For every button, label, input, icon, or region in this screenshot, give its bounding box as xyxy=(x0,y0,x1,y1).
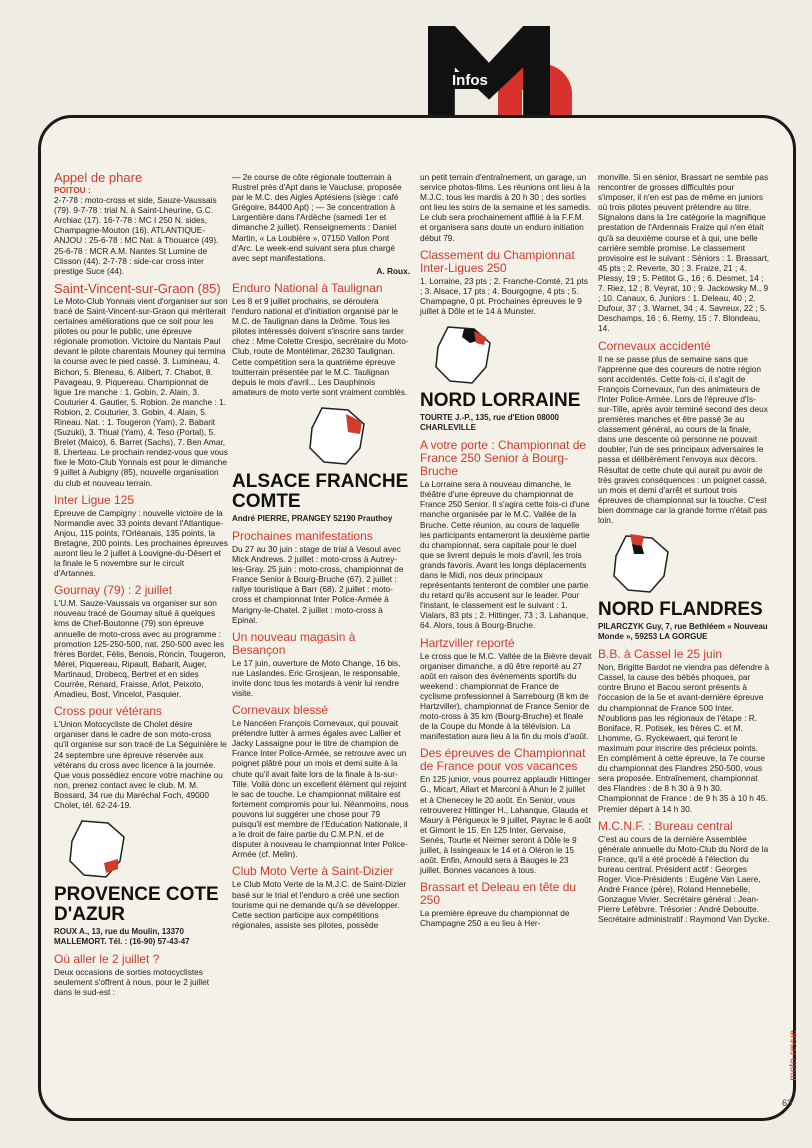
article-title: Où aller le 2 juillet ? xyxy=(54,952,160,967)
article-text: Le 17 juin, ouverture de Moto Change, 16 bis, rue Laslandes. Eric Grosjean, le responsable, invite donc tous les motards à venir lui rendre visite. xyxy=(232,657,401,698)
region-title: NORD LORRAINE xyxy=(420,390,581,412)
article-text: — 2e course de côte régionale toutterrain à Rustrel près d'Apt dans le Vaucluse, proposée par le M.C. des Aigles Aptésiens (siège : café Grégoire, 84400 Apt) ; — 3e concentration à Largentière dans l'Ardèche (samedi 1er et dimanche 2 juillet). Renseignements : Daniel Martin, « La Loubière », 07150 Vallon Pont d'Arc. Le week-end suivant sera plus chargé avec sept manifestations. xyxy=(232,172,402,263)
article-subtitle: POITOU : xyxy=(54,185,91,195)
article-text: Le Moto-Club Yonnais vient d'organiser sur son tracé de Saint-Vincent-sur-Graon qui mériterait certaines améliorations que ce soit pour les pilotes ou pour le public, une épreuve régionale promotion. Victoire du Nantais Paul devant le pilote charentais Mouney qui termina la course avec le pied cassé. 3. Lumineau, 4. Bichon, 5. Bleneau, 6. Alibert, 7. Chabot, 8. Pavageau, 9. Piquereau. Championnat de ligue 1re manche : 1. Gobin, 2. Alain, 3. Couturier 4. Gautier, 5. Robion. 2e manche : 1. Robion, 2. Couturier, 3. Gobin, 4. Alain, 5. Rineau. Nat. : 1. Tougeron (Yam), 2. Babarit (Suzuki), 3. Thual (Yam), 4. Teso (Portal), 5. Brelet (Maico), 6. Barret (Sachs), 7. Ben Amar, 8. Lherteau. Le prochain rendez-vous que vous fixe le Moto-Club Yonnais est pour le dimanche 9 juillet à Aubigny (85), nouvelle organisation du club et nouveau terrain. xyxy=(54,295,228,488)
article-text: En 125 junior, vous pourrez applaudir Hittinger G., Micart, Allart et Marconi à Ahun le 2 juillet et à Chenecey le 20 août. En Senior, vous retrouverez Hittinger H., Lahanque, Glauda et Maury à Périgueux le 9 juillet, Payrac le 6 août et Gimont le 15. En 125 Inter, Gervaise, Senés, Tourte et Neimer seront à Dôle le 9 juillet, à Issingeaux le 14 et à Oléron le 15 août. Enfin, Arnould sera à Bauges le 23 juillet. Bonnes vacances à tous. xyxy=(420,774,592,876)
france-map-provence xyxy=(62,817,132,881)
article-title: Classement du Championnat Inter-Ligues 250 xyxy=(420,247,575,275)
france-map-lorraine xyxy=(428,323,498,387)
article-text: 1. Lorraine, 23 pts ; 2. Franche-Comté, 21 pts ; 3. Alsace, 17 pts ; 4. Bourgogne, 4 pts ; 5. Champagne, 0 pt. Prochaines épreuves le 9 juillet à Dôle et le 14 à Munster. xyxy=(420,275,588,316)
page-number: 63 xyxy=(782,1098,793,1108)
article-text: C'est au cours de la dernière Assemblée générale annuelle du Moto-Club du Nord de la France, qu'il a été procédé à l'élection du bureau central. Président actif : Georges Roger. Vice-Présidents : Eugène Van Laere, André France (père), Roland Hennebelle, Gonzague Vivier. Secrétaire général : Jean-Pierre Lefèbvre. Trésorier : André Deboutte. Secrétaire administratif : Raymond Van Dycke. xyxy=(598,833,770,925)
article-title: Inter Ligue 125 xyxy=(54,492,135,507)
column-1 xyxy=(54,165,228,1000)
article-text: L'U.M. Sauze-Vaussais va organiser sur son nouveau tracé de Gournay situé à quelques kms de Chef-Boutonne (79) son épreuve annuelle de moto-cross avec au programme : promotion 125-250-500, nat. 250-500 avec les frères Bordet, Félis, Benois, Roncin, Tougeron, Mérel, Piquereau, Ripault, Babarit, Auger, Martinaud, Drobecq, Bertret et en sides Courrée, Renard, Fraisse, Arlot, Peixoto, Amadieu, Bost, Vincelot, Pasquier. xyxy=(54,598,226,700)
article-text: Le Nancéen François Cornevaux, qui pouvait prétendre lutter à armes égales avec Lallier et Jacky Lassaigne pour le titre de champion de France Inter Police-Armée, se retrouve avec un poignet plâtré pour un mois et demi suite à la chute qu'il avait faite lors de la finale à Is-sur-Tille. Voilà donc un excellent élément qui rejoint le sac de touche. Le championnat militaire est fortement compromis pour lui. Néanmoins, nous pouvons lui suggérer une chose pour 79 puisqu'il est membre de l'Education Nationale, il a le droit de faire partie du C.M.P.N. et de disputer à nouveau le championnat Inter Police-Armée (cf. Melin). xyxy=(232,718,409,860)
region-address: André PIERRE, PRANGEY 52190 Prauthoy xyxy=(232,513,393,523)
article-title: B.B. à Cassel le 25 juin xyxy=(598,647,723,662)
article-title: Appel de phare xyxy=(54,170,143,185)
region-address: PILARCZYK Guy, 7, rue Bethléem « Nouveau Monde », 59253 LA GORGUE xyxy=(598,622,768,642)
france-map-alsace xyxy=(302,404,372,468)
france-map-flandres xyxy=(606,532,676,596)
article-text: Non, Brigitte Bardot ne viendra pas défendre à Cassel, la cause des bébés phoques, par contre Bruno et Bacou seront présents à l'occasion de la 5e et avant-dernière épreuve du championnat de France 500 Inter. N'oublions pas les régionaux de l'étape : R. Boniface, R. Potisek, les frères C. et M. Lhomme, G. Ryckewaert, qui feront le maximum pour inscrire des précieux points. En complément à cette épreuve, la 7e course du championnat des Flandres 250-500, vous sera proposée. Entraînement, championnat des Flandres : de 8 h 30 à 9 h 30. Championnat de France : de 9 h 35 à 10 h 45. Premier départ à 14 h 30. xyxy=(598,662,770,814)
article-title: Hartzviller reporté xyxy=(420,635,515,650)
region-title: ALSACE FRANCHE COMTE xyxy=(232,470,409,512)
article-text: monville. Si en sénior, Brassart ne semble pas rencontrer de grosses difficultés pour s'imposer, il n'en est pas de même en juniors où trois pilotes peuvent prétendre au titre. Signalons dans la 1re catégorie la magnifique prestation de l'Ardennais Fraize qui n'en était qu'à sa deuxième course et à qui, une belle carrière semble promise. Le classement provisoire est le suivant : Séniors : 1. Brassart, 45 pts ; 2. Reverte, 30 ; 3. Fraize, 21 ; 4. Plessy, 19 ; 5. Petitot G., 16 ; 6. Desmet, 14 ; 7. Riez, 12 ; 8. Veyrat, 10 ; 9. Jackowsky M., 9 ; 10. Canaux, 6. Juniors : 1. Deleau, 40 ; 2. Dufour, 37 ; 3. Warnet, 34 ; 4. Savreux, 22 ; 5. Deschamps, 16 ; 6. Remy, 15 ; 7. Blondeau, 14. xyxy=(598,172,770,334)
article-text: 2-7-78 : moto-cross et side, Sauze-Vaussais (79). 9-7-78 : trial N. à Saint-Lheurine, G.C. Archiac (17). 16-7-78 : MC I 250 N. sides, Champagne-Mouton (16). ATLANTIQUE-ANJOU : 25-6-78 : MC Nat. à Thouarce (49). 25-6-78 : MCR A.M. Nantes St Lumine de Clisson (44). 2-7-78 : side-car cross inter prestige Suce (44). xyxy=(54,195,219,276)
article-title: Club Moto Verte à Saint-Dizier xyxy=(232,864,394,879)
magazine-name: moto-revue xyxy=(788,1030,799,1081)
article-text: La première épreuve du championnat de Champagne 250 a eu lieu à Her- xyxy=(420,908,570,929)
article-text: L'Union Motocycliste de Cholet désire organiser dans le cadre de son moto-cross qu'il organise sur son tracé de La Séguinière le 24 septembre une épreuve réservée aux vétérans du cross avec licence à la journée. Que vous possédiez encore votre machine ou non, prenez contact avec le club. M. M. Bossard, 34 rue du Maréchal Foch, 49000 Cholet, tél. 62-24-19. xyxy=(54,719,227,810)
article-title: Cornevaux accidenté xyxy=(598,338,711,353)
article-text: Du 27 au 30 juin : stage de trial à Vesoul avec Mick Andrews. 2 juillet : moto-cross à Autrey-les-Gray. 25 juin : moto-cross, championnat de France Senior à Bourg-Bruche (67). 2 juillet : rallye touristique à Barr (68). 2 juillet : moto-cross et championnat Inter Police-Armée à Marigny-le-Chatel. 2 juillet : moto-cross à Epinal. xyxy=(232,543,404,625)
article-text: un petit terrain d'entraînement, un garage, un service photos-films. Les réunions ont lieu à la M.J.C. tous les mardis à 20 h 30 ; des sorties ont lieu les soirs de la semaine et les samedis. Le club sera prochainement affilié à la F.F.M. et organisera sans doute un enduro initiation début 79. xyxy=(420,172,592,243)
region-address: ROUX A., 13, rue du Moulin, 13370 MALLEMORT. Tél. : (16-90) 57-43-47 xyxy=(54,927,190,947)
article-text: Il ne se passe plus de semaine sans que l'apprenne que des coureurs de notre région sont accidentés. Cette fois-ci, il s'agit de François Cornevaux, l'un des animateurs de l'Inter Police-Armée. Lors de l'épreuve d'Is-sur-Tille, après avoir terminé second des deux premières manches et être passé 3e au classement général, au cours de la finale, dans une descente où personne ne pouvait doubler, l'un de ses principaux adversaires le passa et délibérément l'envoya aux décors. Résultat de cette chute qui aurait pu avoir de très graves conséquences : un poignet cassé, un mois et demi d'arrêt et surtout trois épreuves de championnat sur la touche. C'est bien dommage car la grande forme n'était pas loin. xyxy=(598,353,768,525)
column-3 xyxy=(420,172,592,932)
region-title: NORD FLANDRES xyxy=(598,599,763,621)
logo-infos-label: Infos xyxy=(448,72,492,89)
article-title: Brassart et Deleau en tête du 250 xyxy=(420,880,577,908)
article-title: M.C.N.F. : Bureau central xyxy=(598,818,733,833)
article-title: Des épreuves de Championnat de France pour vos vacances xyxy=(420,746,586,774)
article-title: A votre porte : Championnat de France 250 Senior à Bourg-Bruche xyxy=(420,438,587,479)
article-title: Un nouveau magasin à Besançon xyxy=(232,629,356,657)
article-text: Le Club Moto Verte de la M.J.C. de Saint-Dizier basé sur le trial et l'enduro a créé une section tourisme qui ne demande qu'à se développer. Cette section participe aux compétitions régionales, assiste ses pilotes, possède xyxy=(232,879,407,930)
article-text: Epreuve de Campigny : nouvelle victoire de la Normandie avec 33 points devant l'Atlantique-Anjou, 115 points, l'Orléanais, 135 points, la Bretagne, 200 points. Les prochaines épreuves auront lieu le 2 juillet à Louvigne-du-Désert et la finale le 5 novembre sur le circuit d'Artannes. xyxy=(54,507,228,579)
region-address: TOURTE J.-P., 135, rue d'Etion 08000 CHARLEVILLE xyxy=(420,413,559,433)
article-title: Enduro National à Taulignan xyxy=(232,280,383,295)
region-title: PROVENCE COTE D'AZUR xyxy=(54,884,219,926)
article-title: Saint-Vincent-sur-Graon (85) xyxy=(54,280,221,296)
article-signature: A. Roux. xyxy=(376,265,410,276)
article-text: Deux occasions de sorties motocyclistes seulement s'offrent à nous, pour le 2 juillet dans le sud-est : xyxy=(54,967,210,998)
article-text: La Lorraine sera à nouveau dimanche, le théâtre d'une épreuve du championnat de France 250 Senior. Il s'agira cette fois-ci d'une manche organisée par le M.C. Vallée de la Bruche. Cette réunion, au cours de laquelle les participants entameront la deuxième partie du championnat, sera capitale pour le duel que se livrent depuis le mois d'avril, les trois grands favoris. Avant les longs déplacements dans le Midi, nos deux principaux représentants tenteront de combler une partie du retard qu'ils accusent sur le leader. Pour l'instant, le classement est le suivant : 1. Vialars, 83 pts ; 2. Hittinger, 73 ; 3. Lahanque, 64. Alors, tous à Bourg-Bruche. xyxy=(420,479,590,631)
article-title: Prochaines manifestations xyxy=(232,528,373,543)
article-title: Cross pour vétérans xyxy=(54,704,163,719)
article-title: Gournay (79) : 2 juillet xyxy=(54,583,173,598)
article-text: Le cross que le M.C. Vallée de la Bièvre devait organiser dimanche, a dû être reporté au 27 août en raison des évènements sportifs du weekend : championnat de France de cyclisme professionnel à Sarrebourg (8 km de Hartzviller), championnat de France Senior de moto-cross à 35 km (Bourg-Bruche) et finale de la Coupe du Monde à la télévision. La manifestation aura lieu à la fin du mois d'août. xyxy=(420,650,592,742)
article-title: Cornevaux blessé xyxy=(232,703,329,718)
article-text: Les 8 et 9 juillet prochains, se déroulera l'enduro national et d'initiation organisé par le M.C. de Taulignan dans la Drôme. Tous les pilotes intéressés doivent s'inscrire sans tarder chez : Mme Colette Crespo, secrétaire du Moto-Club, route de Montélimar, 26230 Taulignan. Cette compétition sera la quatrième épreuve toutterrain présentée par le M.C. Taulignan depuis le mois d'avril... Les Dauphinois amateurs de moto verte sont vraiment comblés. xyxy=(232,295,409,397)
column-2 xyxy=(232,172,410,933)
column-4 xyxy=(598,172,770,927)
